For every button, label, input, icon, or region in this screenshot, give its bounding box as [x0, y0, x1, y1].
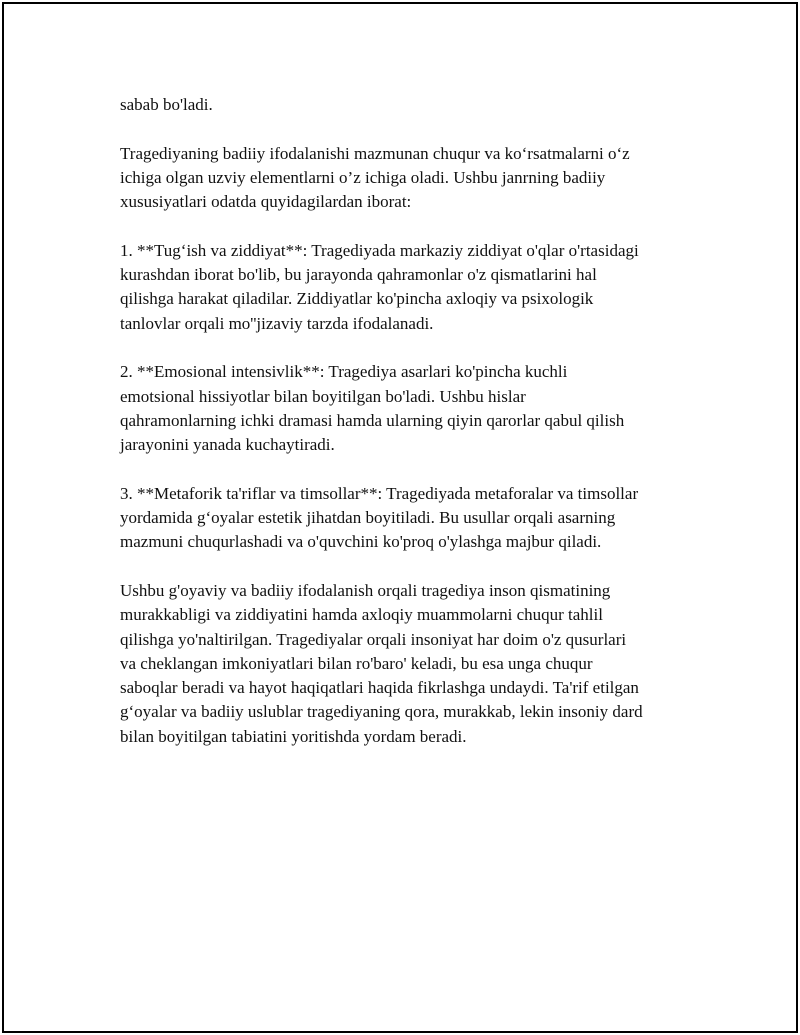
paragraph-6 — [120, 579, 700, 749]
text-line: murakkabligi va ziddiyatini hamda axloqiy muammolarni chuqur tahlil — [120, 605, 603, 625]
text-line: qilishga harakat qiladilar. Ziddiyatlar ko'pincha axloqiy va psixologik — [120, 289, 594, 309]
text-line: Tragediyaning badiiy ifodalanishi mazmunan chuqur va ko‘rsatmalarni o‘z — [120, 143, 630, 163]
paragraph-5 — [120, 482, 700, 555]
text-line: xususiyatlari odatda quyidagilardan iborat: — [120, 192, 412, 212]
text-line: va cheklangan imkoniyatlari bilan ro'baro' keladi, bu esa unga chuqur — [120, 653, 593, 673]
document-body — [120, 93, 700, 773]
text-line: mazmuni chuqurlashadi va o'quvchini ko'proq o'ylashga majbur qiladi. — [120, 532, 602, 552]
text-line: ichiga olgan uzviy elementlarni o’z ichiga oladi. Ushbu janrning badiiy — [120, 167, 606, 187]
text-line: emotsional hissiyotlar bilan boyitilgan bo'ladi. Ushbu hislar — [120, 386, 526, 406]
text-line: kurashdan iborat bo'lib, bu jarayonda qahramonlar o'z qismatlarini hal — [120, 265, 597, 285]
text-line: Ushbu g'oyaviy va badiiy ifodalanish orqali tragediya inson qismatining — [120, 580, 611, 600]
page-frame — [2, 2, 798, 1033]
paragraph-2 — [120, 142, 700, 215]
text-line: saboqlar beradi va hayot haqiqatlari haqida fikrlashga undaydi. Ta'rif etilgan — [120, 678, 639, 698]
text-line: 2. **Emosional intensivlik**: Tragediya asarlari ko'pincha kuchli — [120, 362, 568, 382]
text-line: bilan boyitilgan tabiatini yoritishda yordam beradi. — [120, 726, 467, 746]
paragraph-3 — [120, 239, 700, 336]
text-line: g‘oyalar va badiiy uslublar tragediyaning qora, murakkab, lekin insoniy dard — [120, 702, 643, 722]
text-line: jarayonini yanada kuchaytiradi. — [120, 435, 335, 455]
text-line: 1. **Tug‘ish va ziddiyat**: Tragediyada markaziy ziddiyat o'qlar o'rtasidagi — [120, 240, 639, 260]
text-line: 3. **Metaforik ta'riflar va timsollar**: Tragediyada metaforalar va timsollar — [120, 483, 639, 503]
text-line: yordamida g‘oyalar estetik jihatdan boyitiladi. Bu usullar orqali asarning — [120, 508, 616, 528]
text-line: qahramonlarning ichki dramasi hamda ularning qiyin qarorlar qabul qilish — [120, 410, 625, 430]
text-line: sabab bo'ladi. — [120, 95, 213, 114]
text-line: qilishga yo'naltirilgan. Tragediyalar orqali insoniyat har doim o'z qusurlari — [120, 629, 627, 649]
paragraph-1 — [120, 93, 700, 117]
paragraph-4 — [120, 360, 700, 457]
text-line: tanlovlar orqali mo''jizaviy tarzda ifodalanadi. — [120, 313, 434, 333]
